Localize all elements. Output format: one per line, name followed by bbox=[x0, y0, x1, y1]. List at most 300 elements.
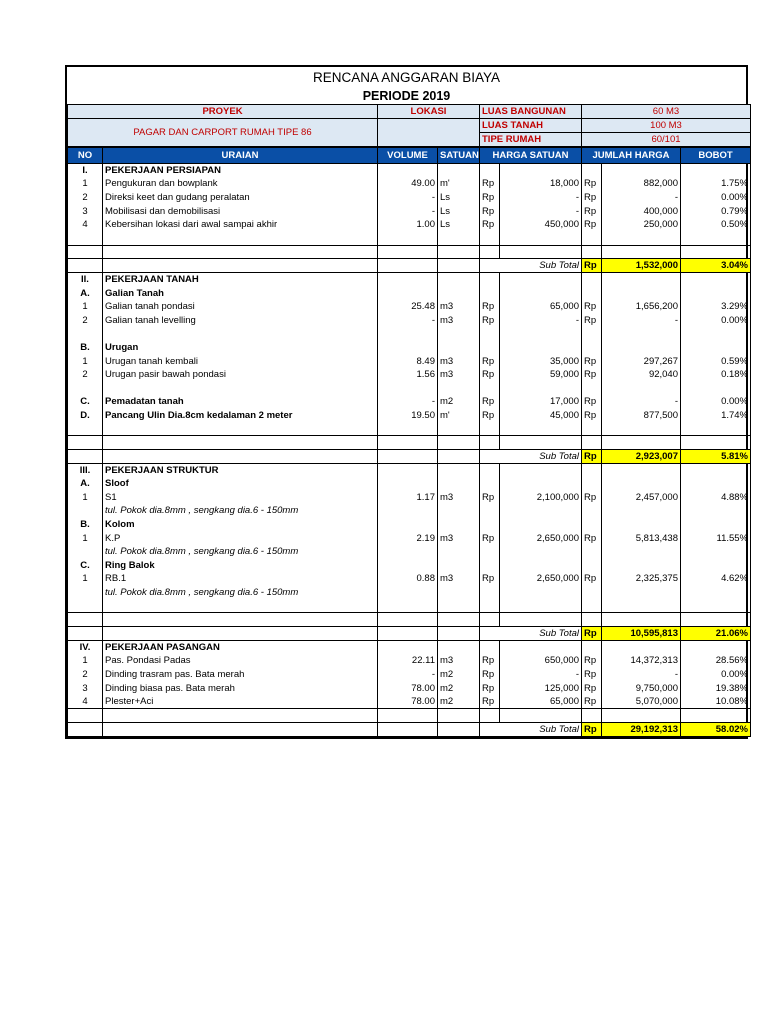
cell-currency bbox=[582, 463, 602, 477]
cell-no bbox=[68, 586, 103, 600]
cell-harga-satuan bbox=[500, 559, 582, 573]
cell-satuan bbox=[438, 273, 480, 287]
cell-jumlah-harga bbox=[602, 231, 681, 245]
cell-currency: Rp bbox=[582, 204, 602, 218]
cell-satuan: Ls bbox=[438, 218, 480, 232]
cell-currency bbox=[480, 613, 500, 627]
cell-harga-satuan bbox=[500, 231, 582, 245]
tipe-rumah-label: TIPE RUMAH bbox=[480, 133, 582, 147]
cell-volume: 8.49 bbox=[378, 354, 438, 368]
cell-volume bbox=[378, 586, 438, 600]
cell-harga-satuan bbox=[500, 245, 582, 259]
cell-volume bbox=[378, 436, 438, 450]
subtotal-row bbox=[68, 627, 751, 641]
cell-currency bbox=[480, 518, 500, 532]
col-header-volume: VOLUME bbox=[378, 148, 438, 164]
cell-harga-satuan bbox=[500, 164, 582, 178]
cell-no: C. bbox=[68, 395, 103, 409]
subtotal-currency: Rp bbox=[582, 722, 602, 736]
cell-currency: Rp bbox=[480, 668, 500, 682]
cell-satuan bbox=[438, 245, 480, 259]
cell-currency: Rp bbox=[582, 695, 602, 709]
cell-uraian bbox=[103, 627, 378, 641]
cell-currency: Rp bbox=[480, 313, 500, 327]
cell-harga-satuan: 125,000 bbox=[500, 681, 582, 695]
cell-no: C. bbox=[68, 559, 103, 573]
cell-currency: Rp bbox=[480, 204, 500, 218]
cell-jumlah-harga bbox=[602, 381, 681, 395]
table-row bbox=[68, 300, 751, 314]
cell-uraian bbox=[103, 381, 378, 395]
cell-currency: Rp bbox=[480, 300, 500, 314]
cell-no: 1 bbox=[68, 177, 103, 191]
cell-satuan bbox=[438, 449, 480, 463]
cell-harga-satuan: 65,000 bbox=[500, 300, 582, 314]
cell-currency bbox=[480, 545, 500, 559]
cell-jumlah-harga: 877,500 bbox=[602, 409, 681, 423]
cell-satuan bbox=[438, 164, 480, 178]
cell-satuan bbox=[438, 231, 480, 245]
cell-no bbox=[68, 449, 103, 463]
cell-no: 1 bbox=[68, 531, 103, 545]
cell-uraian bbox=[103, 436, 378, 450]
cell-harga-satuan bbox=[500, 477, 582, 491]
subtotal-currency: Rp bbox=[582, 259, 602, 273]
cell-satuan bbox=[438, 586, 480, 600]
subtotal-row bbox=[68, 259, 751, 273]
cell-uraian: Dinding trasram pas. Bata merah bbox=[103, 668, 378, 682]
cell-volume: 2.19 bbox=[378, 531, 438, 545]
cell-bobot bbox=[681, 545, 751, 559]
cell-volume: 22.11 bbox=[378, 654, 438, 668]
subtotal-label: Sub Total bbox=[480, 449, 582, 463]
cell-bobot: 0.79% bbox=[681, 204, 751, 218]
cell-uraian: Ring Balok bbox=[103, 559, 378, 573]
cell-volume bbox=[378, 341, 438, 355]
cell-bobot bbox=[681, 327, 751, 341]
cell-satuan: m3 bbox=[438, 654, 480, 668]
table-row bbox=[68, 313, 751, 327]
cell-no bbox=[68, 381, 103, 395]
cell-uraian: S1 bbox=[103, 491, 378, 505]
table-row bbox=[68, 218, 751, 232]
cell-currency bbox=[582, 273, 602, 287]
cell-currency: Rp bbox=[582, 395, 602, 409]
subtotal-currency: Rp bbox=[582, 627, 602, 641]
cell-jumlah-harga: 297,267 bbox=[602, 354, 681, 368]
cell-currency bbox=[480, 599, 500, 613]
cell-currency: Rp bbox=[582, 300, 602, 314]
cell-currency bbox=[582, 599, 602, 613]
cell-currency: Rp bbox=[582, 191, 602, 205]
cell-currency bbox=[582, 708, 602, 722]
cell-currency: Rp bbox=[480, 681, 500, 695]
cell-currency: Rp bbox=[582, 654, 602, 668]
cell-uraian bbox=[103, 708, 378, 722]
cell-satuan bbox=[438, 641, 480, 655]
cell-currency bbox=[480, 586, 500, 600]
cell-no: I. bbox=[68, 164, 103, 178]
cell-jumlah-harga bbox=[602, 518, 681, 532]
cell-currency: Rp bbox=[582, 409, 602, 423]
cell-currency bbox=[480, 422, 500, 436]
table-row bbox=[68, 518, 751, 532]
cell-uraian: Plester+Aci bbox=[103, 695, 378, 709]
cell-volume bbox=[378, 722, 438, 736]
lokasi-label: LOKASI bbox=[378, 105, 480, 119]
project-info-table bbox=[67, 104, 751, 147]
cell-currency bbox=[480, 273, 500, 287]
cell-currency bbox=[480, 463, 500, 477]
cell-satuan bbox=[438, 463, 480, 477]
cell-currency bbox=[480, 559, 500, 573]
subtotal-amount: 2,923,007 bbox=[602, 449, 681, 463]
cell-harga-satuan bbox=[500, 286, 582, 300]
cell-satuan: m3 bbox=[438, 531, 480, 545]
cell-currency bbox=[480, 245, 500, 259]
cell-volume bbox=[378, 327, 438, 341]
cell-harga-satuan bbox=[500, 518, 582, 532]
cell-bobot bbox=[681, 231, 751, 245]
subtotal-weight: 58.02% bbox=[681, 722, 751, 736]
cell-bobot bbox=[681, 641, 751, 655]
subtotal-amount: 10,595,813 bbox=[602, 627, 681, 641]
cell-harga-satuan bbox=[500, 504, 582, 518]
lokasi-value bbox=[378, 119, 480, 147]
cell-bobot: 19.38% bbox=[681, 681, 751, 695]
cell-volume: 19.50 bbox=[378, 409, 438, 423]
subtotal-label: Sub Total bbox=[480, 259, 582, 273]
cell-harga-satuan bbox=[500, 613, 582, 627]
cell-uraian: Galian Tanah bbox=[103, 286, 378, 300]
cell-uraian: PEKERJAAN PERSIAPAN bbox=[103, 164, 378, 178]
cell-satuan bbox=[438, 477, 480, 491]
cell-uraian bbox=[103, 449, 378, 463]
luas-bangunan-label: LUAS BANGUNAN bbox=[480, 105, 582, 119]
cell-currency: Rp bbox=[582, 313, 602, 327]
cell-volume: - bbox=[378, 668, 438, 682]
cell-no: 1 bbox=[68, 572, 103, 586]
cell-currency: Rp bbox=[582, 531, 602, 545]
cell-jumlah-harga: - bbox=[602, 313, 681, 327]
cell-jumlah-harga: 882,000 bbox=[602, 177, 681, 191]
table-row bbox=[68, 599, 751, 613]
cell-harga-satuan: 450,000 bbox=[500, 218, 582, 232]
cell-currency bbox=[582, 327, 602, 341]
cell-bobot bbox=[681, 504, 751, 518]
cell-currency: Rp bbox=[480, 491, 500, 505]
cell-volume: 0.88 bbox=[378, 572, 438, 586]
cell-currency bbox=[480, 327, 500, 341]
budget-sheet bbox=[65, 65, 748, 739]
budget-rows bbox=[68, 164, 751, 737]
table-row bbox=[68, 668, 751, 682]
cell-currency bbox=[582, 341, 602, 355]
section-row bbox=[68, 273, 751, 287]
cell-currency bbox=[582, 586, 602, 600]
cell-no: B. bbox=[68, 518, 103, 532]
table-row bbox=[68, 586, 751, 600]
cell-no bbox=[68, 708, 103, 722]
table-row bbox=[68, 681, 751, 695]
cell-harga-satuan: - bbox=[500, 191, 582, 205]
cell-no bbox=[68, 245, 103, 259]
cell-bobot bbox=[681, 708, 751, 722]
subtotal-weight: 5.81% bbox=[681, 449, 751, 463]
cell-jumlah-harga bbox=[602, 559, 681, 573]
cell-uraian: Kolom bbox=[103, 518, 378, 532]
table-row bbox=[68, 491, 751, 505]
cell-satuan: m' bbox=[438, 409, 480, 423]
cell-volume: - bbox=[378, 395, 438, 409]
table-row bbox=[68, 231, 751, 245]
cell-jumlah-harga bbox=[602, 641, 681, 655]
cell-currency: Rp bbox=[582, 177, 602, 191]
cell-uraian bbox=[103, 422, 378, 436]
cell-volume: - bbox=[378, 191, 438, 205]
cell-harga-satuan: 35,000 bbox=[500, 354, 582, 368]
cell-currency bbox=[480, 641, 500, 655]
table-row bbox=[68, 409, 751, 423]
cell-bobot bbox=[681, 381, 751, 395]
cell-harga-satuan bbox=[500, 422, 582, 436]
cell-volume bbox=[378, 231, 438, 245]
cell-volume bbox=[378, 477, 438, 491]
cell-no: 2 bbox=[68, 368, 103, 382]
cell-uraian: PEKERJAAN PASANGAN bbox=[103, 641, 378, 655]
cell-jumlah-harga bbox=[602, 545, 681, 559]
cell-no: 1 bbox=[68, 491, 103, 505]
cell-bobot: 0.50% bbox=[681, 218, 751, 232]
cell-no: D. bbox=[68, 409, 103, 423]
cell-currency bbox=[480, 477, 500, 491]
table-row bbox=[68, 245, 751, 259]
cell-currency bbox=[480, 381, 500, 395]
cell-jumlah-harga bbox=[602, 341, 681, 355]
cell-jumlah-harga bbox=[602, 463, 681, 477]
cell-bobot bbox=[681, 586, 751, 600]
cell-satuan bbox=[438, 286, 480, 300]
cell-currency: Rp bbox=[480, 354, 500, 368]
cell-currency bbox=[480, 436, 500, 450]
cell-volume bbox=[378, 245, 438, 259]
cell-currency bbox=[582, 613, 602, 627]
cell-currency bbox=[582, 231, 602, 245]
cell-harga-satuan: 2,100,000 bbox=[500, 491, 582, 505]
cell-jumlah-harga bbox=[602, 586, 681, 600]
cell-bobot bbox=[681, 286, 751, 300]
cell-uraian bbox=[103, 245, 378, 259]
cell-currency bbox=[480, 341, 500, 355]
cell-jumlah-harga: 1,656,200 bbox=[602, 300, 681, 314]
cell-jumlah-harga: 400,000 bbox=[602, 204, 681, 218]
cell-no bbox=[68, 613, 103, 627]
cell-currency bbox=[582, 436, 602, 450]
cell-bobot bbox=[681, 559, 751, 573]
cell-currency: Rp bbox=[480, 531, 500, 545]
cell-currency: Rp bbox=[480, 177, 500, 191]
cell-volume bbox=[378, 613, 438, 627]
cell-bobot: 0.18% bbox=[681, 368, 751, 382]
document-period: PERIODE 2019 bbox=[362, 89, 451, 103]
cell-harga-satuan: 2,650,000 bbox=[500, 572, 582, 586]
cell-uraian: Direksi keet dan gudang peralatan bbox=[103, 191, 378, 205]
cell-uraian: Pas. Pondasi Padas bbox=[103, 654, 378, 668]
cell-bobot bbox=[681, 477, 751, 491]
cell-currency bbox=[480, 164, 500, 178]
cell-satuan: m3 bbox=[438, 368, 480, 382]
cell-harga-satuan bbox=[500, 273, 582, 287]
cell-uraian: Pemadatan tanah bbox=[103, 395, 378, 409]
section-row bbox=[68, 641, 751, 655]
cell-volume bbox=[378, 449, 438, 463]
cell-no: 2 bbox=[68, 668, 103, 682]
cell-jumlah-harga: 9,750,000 bbox=[602, 681, 681, 695]
table-row bbox=[68, 545, 751, 559]
cell-volume bbox=[378, 273, 438, 287]
cell-jumlah-harga bbox=[602, 422, 681, 436]
table-row bbox=[68, 327, 751, 341]
cell-currency bbox=[480, 504, 500, 518]
col-header-satuan: SATUAN bbox=[438, 148, 480, 164]
section-row bbox=[68, 463, 751, 477]
cell-no bbox=[68, 627, 103, 641]
table-row bbox=[68, 477, 751, 491]
document-title: RENCANA ANGGARAN BIAYA bbox=[312, 70, 501, 85]
cell-harga-satuan: 17,000 bbox=[500, 395, 582, 409]
cell-no: IV. bbox=[68, 641, 103, 655]
cell-harga-satuan bbox=[500, 545, 582, 559]
cell-no: 3 bbox=[68, 681, 103, 695]
cell-currency bbox=[582, 545, 602, 559]
cell-no: 2 bbox=[68, 313, 103, 327]
cell-uraian: Pancang Ulin Dia.8cm kedalaman 2 meter bbox=[103, 409, 378, 423]
table-row bbox=[68, 191, 751, 205]
cell-currency: Rp bbox=[480, 368, 500, 382]
cell-uraian bbox=[103, 613, 378, 627]
cell-satuan: m' bbox=[438, 177, 480, 191]
cell-uraian: Pengukuran dan bowplank bbox=[103, 177, 378, 191]
cell-volume bbox=[378, 518, 438, 532]
cell-bobot: 11.55% bbox=[681, 531, 751, 545]
cell-uraian: tul. Pokok dia.8mm , sengkang dia.6 - 150mm bbox=[103, 504, 378, 518]
cell-harga-satuan bbox=[500, 586, 582, 600]
table-row bbox=[68, 654, 751, 668]
cell-bobot: 0.00% bbox=[681, 668, 751, 682]
table-row bbox=[68, 436, 751, 450]
cell-jumlah-harga: 14,372,313 bbox=[602, 654, 681, 668]
cell-bobot: 10.08% bbox=[681, 695, 751, 709]
cell-harga-satuan: - bbox=[500, 204, 582, 218]
cell-bobot bbox=[681, 273, 751, 287]
cell-satuan: Ls bbox=[438, 204, 480, 218]
cell-uraian: Galian tanah levelling bbox=[103, 313, 378, 327]
cell-jumlah-harga bbox=[602, 504, 681, 518]
cell-no bbox=[68, 231, 103, 245]
subtotal-amount: 29,192,313 bbox=[602, 722, 681, 736]
cell-bobot: 4.88% bbox=[681, 491, 751, 505]
cell-currency: Rp bbox=[480, 654, 500, 668]
cell-harga-satuan: 18,000 bbox=[500, 177, 582, 191]
cell-bobot bbox=[681, 599, 751, 613]
cell-jumlah-harga bbox=[602, 599, 681, 613]
table-row bbox=[68, 708, 751, 722]
col-header-jumlah-harga: JUMLAH HARGA bbox=[582, 148, 681, 164]
cell-currency bbox=[582, 381, 602, 395]
cell-jumlah-harga: 250,000 bbox=[602, 218, 681, 232]
cell-currency: Rp bbox=[480, 409, 500, 423]
cell-jumlah-harga bbox=[602, 164, 681, 178]
cell-uraian: Urugan bbox=[103, 341, 378, 355]
cell-volume bbox=[378, 708, 438, 722]
luas-bangunan-value: 60 M3 bbox=[582, 105, 751, 119]
table-row bbox=[68, 395, 751, 409]
cell-volume bbox=[378, 463, 438, 477]
cell-volume bbox=[378, 504, 438, 518]
cell-bobot: 3.29% bbox=[681, 300, 751, 314]
col-header-harga-satuan: HARGA SATUAN bbox=[480, 148, 582, 164]
cell-uraian: Dinding biasa pas. Bata merah bbox=[103, 681, 378, 695]
cell-satuan bbox=[438, 518, 480, 532]
cell-uraian: Urugan tanah kembali bbox=[103, 354, 378, 368]
table-row bbox=[68, 559, 751, 573]
cell-currency: Rp bbox=[480, 572, 500, 586]
cell-volume: 1.00 bbox=[378, 218, 438, 232]
cell-currency bbox=[582, 477, 602, 491]
cell-volume bbox=[378, 286, 438, 300]
subtotal-weight: 21.06% bbox=[681, 627, 751, 641]
cell-bobot bbox=[681, 422, 751, 436]
cell-harga-satuan bbox=[500, 381, 582, 395]
cell-bobot bbox=[681, 518, 751, 532]
cell-satuan bbox=[438, 504, 480, 518]
cell-currency bbox=[582, 559, 602, 573]
cell-volume bbox=[378, 559, 438, 573]
table-row bbox=[68, 177, 751, 191]
cell-volume: 78.00 bbox=[378, 681, 438, 695]
table-row bbox=[68, 531, 751, 545]
subtotal-currency: Rp bbox=[582, 449, 602, 463]
cell-currency: Rp bbox=[582, 218, 602, 232]
cell-uraian: Sloof bbox=[103, 477, 378, 491]
cell-currency: Rp bbox=[582, 368, 602, 382]
cell-jumlah-harga: 92,040 bbox=[602, 368, 681, 382]
cell-currency: Rp bbox=[582, 491, 602, 505]
cell-currency: Rp bbox=[480, 191, 500, 205]
cell-satuan bbox=[438, 545, 480, 559]
cell-bobot: 0.00% bbox=[681, 191, 751, 205]
cell-jumlah-harga bbox=[602, 245, 681, 259]
cell-no bbox=[68, 259, 103, 273]
cell-volume bbox=[378, 545, 438, 559]
cell-uraian: Urugan pasir bawah pondasi bbox=[103, 368, 378, 382]
table-row bbox=[68, 286, 751, 300]
cell-bobot bbox=[681, 436, 751, 450]
cell-jumlah-harga bbox=[602, 708, 681, 722]
section-row bbox=[68, 164, 751, 178]
luas-tanah-label: LUAS TANAH bbox=[480, 119, 582, 133]
cell-uraian bbox=[103, 722, 378, 736]
cell-bobot bbox=[681, 341, 751, 355]
subtotal-weight: 3.04% bbox=[681, 259, 751, 273]
cell-harga-satuan bbox=[500, 327, 582, 341]
cell-harga-satuan bbox=[500, 463, 582, 477]
cell-satuan bbox=[438, 327, 480, 341]
cell-no: 4 bbox=[68, 695, 103, 709]
cell-satuan bbox=[438, 422, 480, 436]
cell-no: 3 bbox=[68, 204, 103, 218]
cell-currency bbox=[582, 245, 602, 259]
